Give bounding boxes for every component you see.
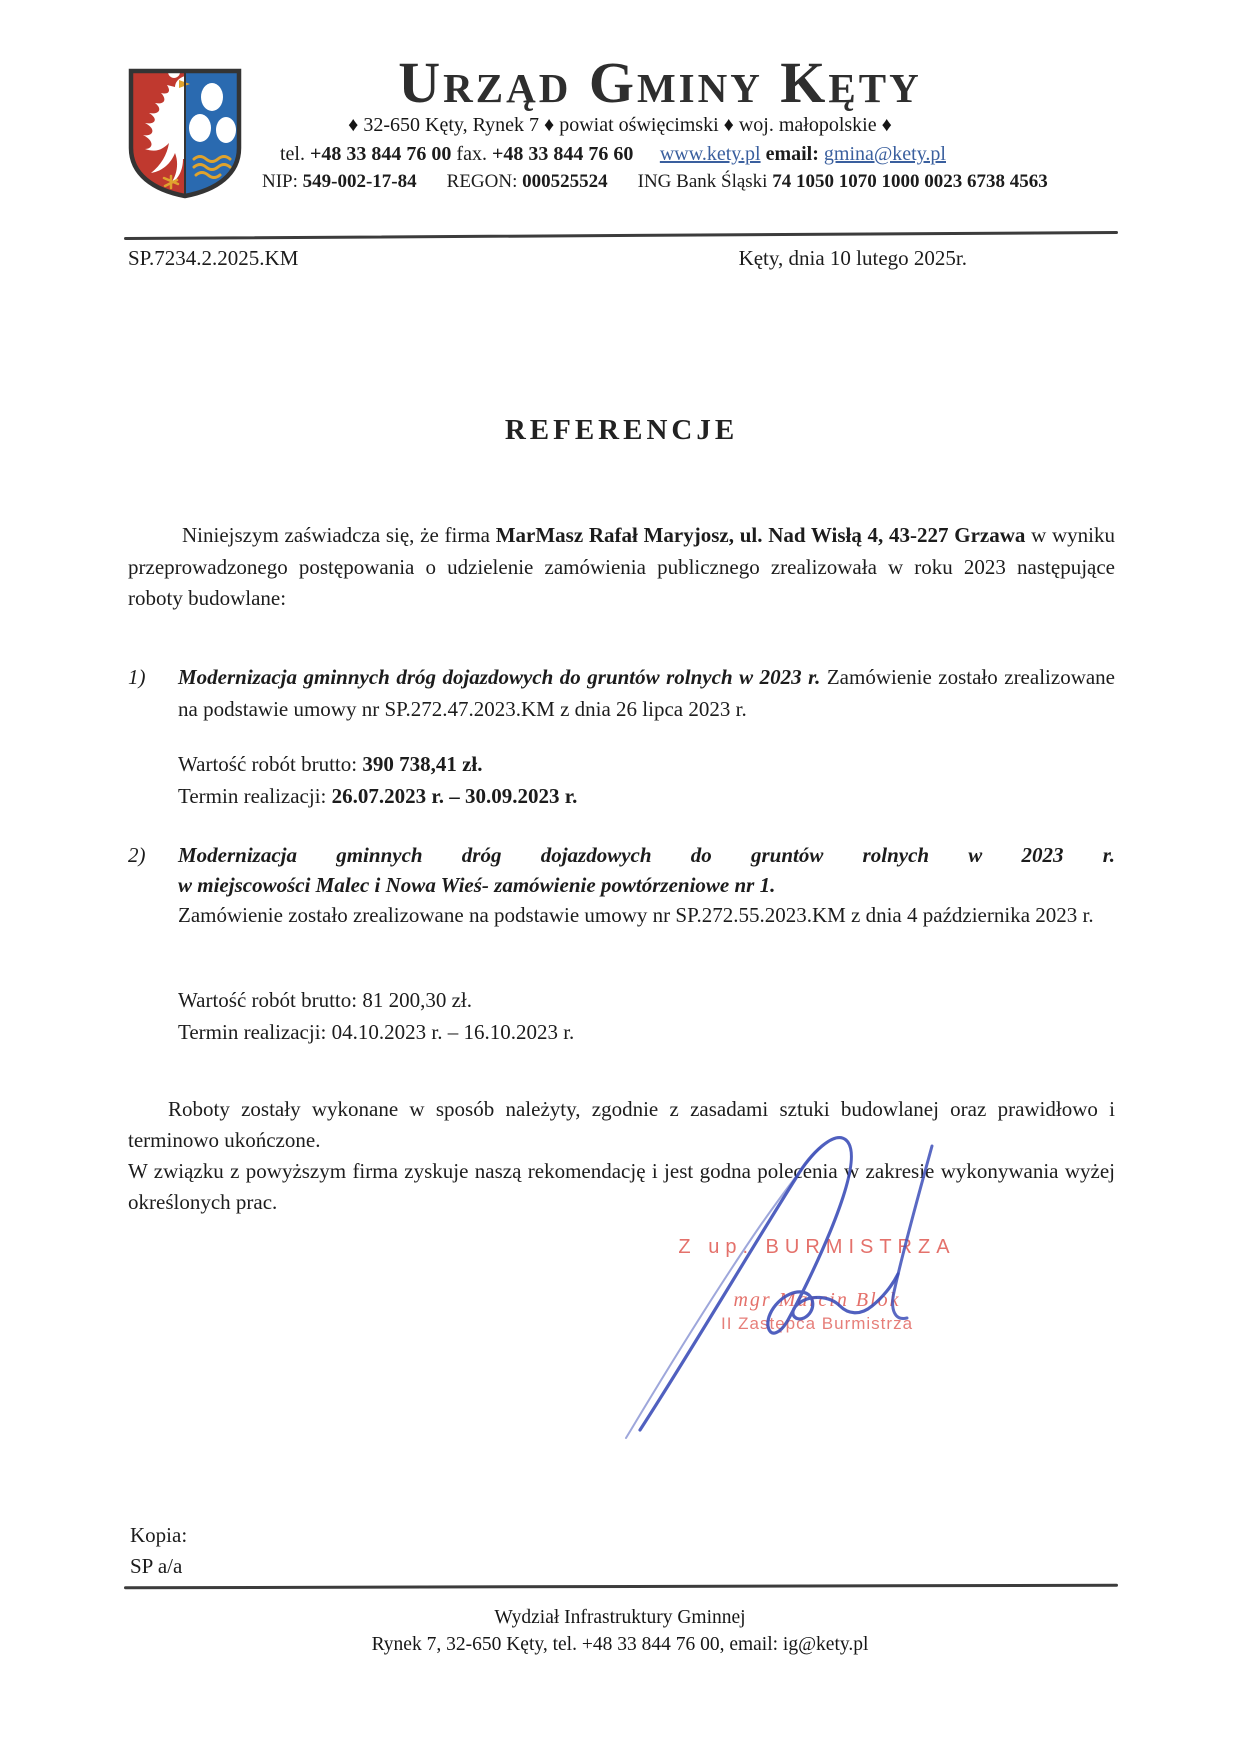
footer-address: Rynek 7, 32-650 Kęty, tel. +48 33 844 76 00, email: ig@kety.pl <box>371 1634 869 1655</box>
bank-number: 74 1050 1070 1000 0023 6738 4563 <box>772 171 1048 192</box>
nip <box>262 171 417 193</box>
coat-of-arms <box>124 64 246 202</box>
org-address-line: ♦ 32-650 Kęty, Rynek 7 ♦ powiat oświęcimski ♦ woj. małopolskie ♦ <box>348 114 892 136</box>
registry-row <box>262 171 1048 193</box>
item-1-title: Modernizacja gminnych dróg dojazdowych do gruntów rolnych w 2023 r. <box>178 665 821 689</box>
item-1-continuation: Zamówienie zostało zrealizowane na podstawie umowy nr SP.272.47.2023.KM z dnia 26 lipca 2023 r. <box>178 665 1115 721</box>
company-name: MarMasz Rafał Maryjosz, ul. Nad Wisłą 4, 43-227 Grzawa <box>495 523 1026 547</box>
contact-row <box>280 143 946 166</box>
fax-label: fax. <box>456 143 487 165</box>
handwritten-signature <box>548 1106 958 1454</box>
nip-label: NIP: <box>262 171 298 192</box>
item-1-number: 1) <box>128 665 146 689</box>
bank-label: ING Bank Śląski <box>637 171 768 192</box>
item-1-value-label: Wartość robót brutto: <box>178 752 363 776</box>
nip-value: 549-002-17-84 <box>302 171 417 192</box>
bank-account <box>638 171 1048 193</box>
document-title: REFERENCJE <box>504 414 739 446</box>
org-title: Urząd Gminy Kęty <box>398 50 922 115</box>
item-2-text: Zamówienie zostało zrealizowane na podstawie umowy nr SP.272.55.2023.KM z dnia 4 października 2023 r. <box>178 903 1094 927</box>
footer-divider <box>124 1584 1118 1589</box>
closing-paragraph-1: Roboty zostały wykonane w sposób należyty, zgodnie z zasadami sztuki budowlanej oraz prawidłowo i terminowo ukończone. <box>128 1097 1115 1152</box>
regon-value: 000525524 <box>522 171 608 192</box>
stamp-name: mgr Marcin Blok <box>733 1289 901 1311</box>
closing-paragraph-2: W związku z powyższym firma zyskuje naszą rekomendację i jest godna polecenia w zakresie wykonywania wyżej określonych prac. <box>128 1159 1115 1214</box>
copy-value: SP a/a <box>130 1554 183 1578</box>
item-1-body <box>178 662 1115 725</box>
intro-paragraph <box>128 520 1115 615</box>
regon-label: REGON: <box>446 171 518 192</box>
item-2-value-line: Wartość robót brutto: 81 200,30 zł. <box>178 988 473 1012</box>
place-date: Kęty, dnia 10 lutego 2025r. <box>738 246 967 270</box>
footer-department: Wydział Infrastruktury Gminnej <box>494 1607 746 1628</box>
copy-label: Kopia: <box>130 1523 188 1547</box>
page-footer <box>0 1604 1240 1658</box>
website-link[interactable]: www.kety.pl <box>659 143 761 165</box>
item-2-number: 2) <box>128 843 146 867</box>
list-item-2 <box>128 840 1115 930</box>
tel-number: +48 33 844 76 00 <box>310 143 452 165</box>
item-1-value: 390 738,41 zł. <box>362 752 483 776</box>
stamp-role: II Zastępca Burmistrza <box>720 1314 914 1333</box>
intro-text-before: Niniejszym zaświadcza się, że firma <box>182 523 496 547</box>
web-email <box>660 143 946 166</box>
email-label: email: <box>765 143 819 165</box>
item-2-values <box>178 984 574 1048</box>
regon <box>447 171 608 193</box>
reference-number: SP.7234.2.2025.KM <box>128 246 299 270</box>
fax-number: +48 33 844 76 60 <box>491 143 634 165</box>
item-1-term: 26.07.2023 r. – 30.09.2023 r. <box>331 784 578 808</box>
item-2-title-line2: w miejscowości Malec i Nowa Wieś- zamówienie powtórzeniowe nr 1. <box>178 873 776 897</box>
item-1-term-line <box>178 780 577 812</box>
tel-label: tel. <box>280 143 305 165</box>
item-1-term-label: Termin realizacji: <box>178 784 332 808</box>
intro-text-after: w wyniku przeprowadzonego postępowania o udzielenie zamówienia publicznego zrealizowała w roku 2023 następujące roboty budowlane: <box>128 523 1115 610</box>
item-1-values <box>178 748 577 812</box>
item-1-value-line <box>178 748 577 780</box>
meta-row <box>128 246 1115 271</box>
item-2-term-line: Termin realizacji: 04.10.2023 r. – 16.10.2023 r. <box>178 1020 575 1044</box>
item-2-title-line1: Modernizacja gminnych dróg dojazdowych do gruntów rolnych w 2023 r. <box>178 843 1115 867</box>
list-item-1 <box>128 662 1115 725</box>
phone-fax <box>280 143 633 166</box>
stamp-title: Z up. BURMISTRZA <box>678 1236 956 1258</box>
header-divider <box>124 231 1118 240</box>
item-2-body <box>178 840 1115 930</box>
email-link[interactable]: gmina@kety.pl <box>823 143 946 165</box>
copy-block <box>130 1520 187 1582</box>
